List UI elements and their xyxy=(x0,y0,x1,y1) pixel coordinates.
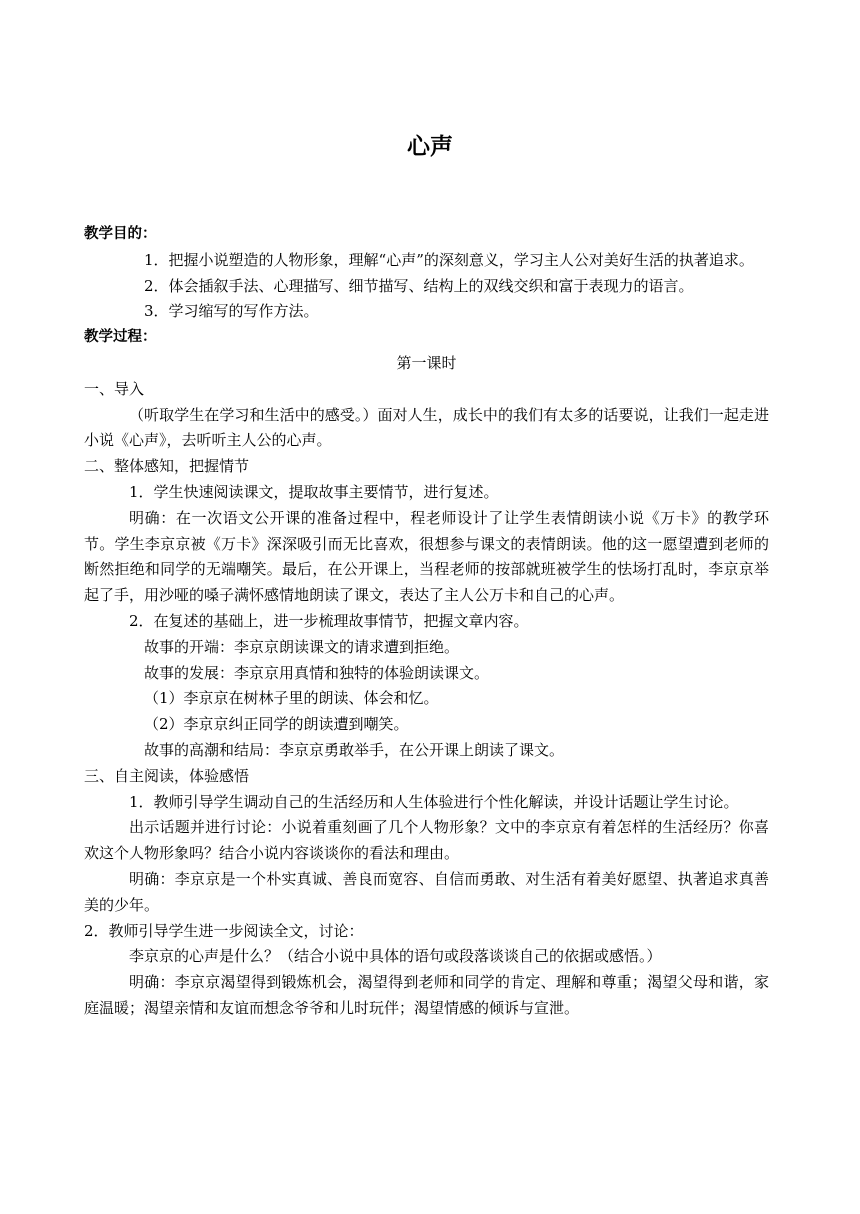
reading-item-2: 2．教师引导学生进一步阅读全文，讨论： xyxy=(84,921,364,940)
reading-question: 李京京的心声是什么？（结合小说中具体的语句或段落谈谈自己的依据或感悟。） xyxy=(129,947,662,966)
page-title: 心声 xyxy=(407,134,453,160)
plot-climax: 故事的高潮和结局：李京京勇敢举手，在公开课上朗读了课文。 xyxy=(144,740,565,759)
reading-answer-2: 明确：李京京渴望得到锻炼机会，渴望得到老师和同学的肯定、理解和尊重；渴望父母和谐，家庭温暖；渴望亲情和友谊而想念爷爷和儿时玩伴；渴望情感的倾诉与宣泄。 xyxy=(84,973,769,1017)
document-body xyxy=(84,222,769,1022)
reading-item-1: 1．教师引导学生调动自己的生活经历和人生体验进行个性化解读，并设计话题让学生讨论。 xyxy=(129,792,739,811)
plot-development-2: （2）李京京纠正同学的朗读遭到嘲笑。 xyxy=(144,715,409,734)
goals-heading: 教学目的： xyxy=(84,226,157,242)
lesson-label: 第一课时 xyxy=(396,353,457,372)
process-heading: 教学过程： xyxy=(84,329,157,346)
goal-item-1: 1．把握小说塑造的人物形象，理解“心声”的深刻意义，学习主人公对美好生活的执著追求。 xyxy=(144,250,754,269)
perception-item-2: 2．在复述的基础上，进一步梳理故事情节，把握文章内容。 xyxy=(129,611,529,630)
plot-start: 故事的开端：李京京朗读课文的请求遭到拒绝。 xyxy=(144,637,460,656)
reading-topic: 出示话题并进行讨论：小说着重刻画了几个人物形象？文中的李京京有着怎样的生活经历？你喜欢这个人物形象吗？结合小说内容谈谈你的看法和理由。 xyxy=(84,818,769,863)
perception-answer-1: 明确：在一次语文公开课的准备过程中，程老师设计了让学生表情朗读小说《万卡》的教学环节。学生李京京被《万卡》深深吸引而无比喜欢，很想参与课文的表情朗读。他的这一愿望遭到老师的断然拒绝和同学的无端嘲笑。最后，在公开课上，当程老师的按部就班被学生的怯场打乱时，李京京举起了手，用沙哑的嗓子满怀感情地朗读了课文，表达了主人公万卡和自己的心声。 xyxy=(84,508,769,605)
section-heading-intro: 一、导入 xyxy=(84,379,145,398)
intro-paragraph: （听取学生在学习和生活中的感受。）面对人生，成长中的我们有太多的话要说，让我们一起走进小说《心声》，去听听主人公的心声。 xyxy=(84,405,769,450)
goal-item-2: 2．体会插叙手法、心理描写、细节描写、结构上的双线交织和富于表现力的语言。 xyxy=(144,276,694,295)
reading-answer-1: 明确：李京京是一个朴实真诚、善良而宽容、自信而勇敢、对生活有着美好愿望、执著追求真善美的少年。 xyxy=(84,869,769,914)
goal-item-3: 3．学习缩写的写作方法。 xyxy=(144,302,319,321)
plot-development: 故事的发展：李京京用真情和独特的体验朗读课文。 xyxy=(144,663,490,682)
plot-development-1: （1）李京京在树林子里的朗读、体会和忆。 xyxy=(144,689,439,708)
perception-item-1: 1．学生快速阅读课文，提取故事主要情节，进行复述。 xyxy=(129,482,499,501)
section-heading-reading: 三、自主阅读，体验感悟 xyxy=(84,766,250,785)
section-heading-perception: 二、整体感知，把握情节 xyxy=(84,457,250,476)
